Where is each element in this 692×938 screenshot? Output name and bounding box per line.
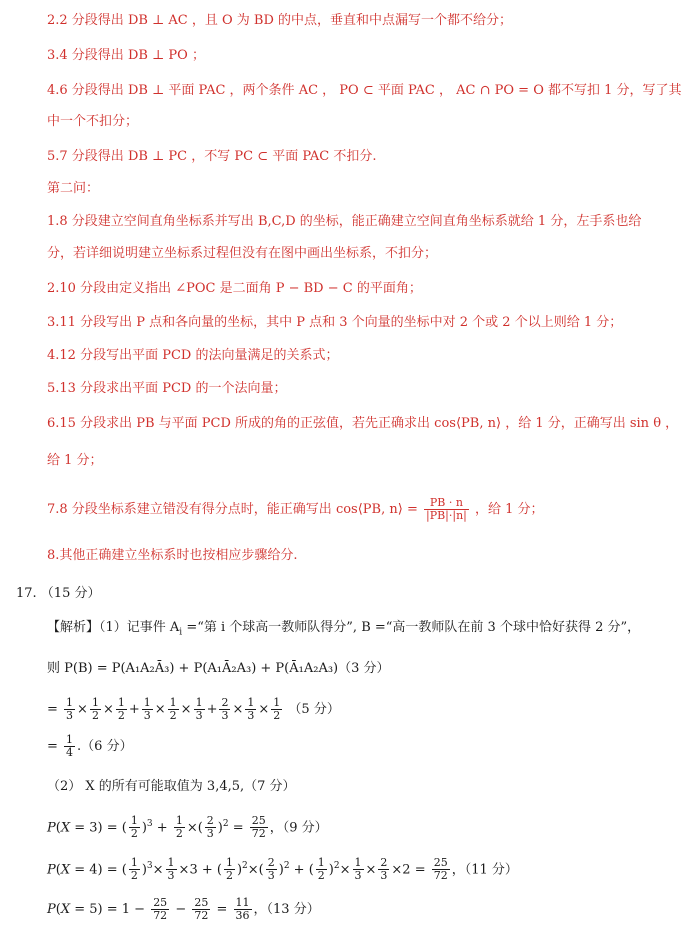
pb-line: 则 P(B) = P(A₁A₂Ā₃) + P(A₁Ā₂A₃) + P(Ā₁A₂A₃)（3 分）	[47, 661, 390, 676]
grading-line-5-7: 5.7 分段得出 DB ⊥ PC ，不写 PC ⊂ 平面 PAC 不扣分.	[47, 149, 377, 164]
jiexi-line	[47, 619, 640, 642]
numerator: PB · n	[424, 497, 469, 510]
jiexi-tail: =“第 i 个球高一教师队得分”, B =“高一教师队在前 3 个球中恰好获得 2 分”，	[182, 620, 641, 635]
grading-line-5-13: 5.13 分段求出平面 PCD 的一个法向量；	[47, 381, 287, 396]
grading-line-6-15b: 给 1 分；	[47, 453, 103, 468]
text: 7.8 分段坐标系建立错没有得分点时，能正确写出	[47, 502, 332, 517]
frac-sum-line: = $\frac{1}{3}$ × $\frac{1}{2}$ × $\frac{1}{2}$ + $\frac{1}{3}$ × $\frac{1}{2}$ × $\frac{1}{3}$ + $\frac{2}{3}$ × $\frac{1}{3}$ × $\frac{1}{2}$ （5 分）	[47, 696, 340, 722]
grading-line-1-8b: 分，若详细说明建立坐标系过程但没有在图中画出坐标系，不扣分；	[47, 246, 438, 261]
grading-line-3-11: 3.11 分段写出 P 点和各向量的坐标，其中 P 点和 3 个向量的坐标中对 2 个或 2 个以上则给 1 分；	[47, 315, 623, 330]
result-quarter-line: = $\frac{1}{4}$ .（6 分）	[47, 733, 133, 759]
text-tail: ，给 1 分，正确写出 sin θ ，	[505, 416, 679, 431]
math-fraction	[424, 497, 469, 522]
grading-line-4-12: 4.12 分段写出平面 PCD 的法向量满足的关系式；	[47, 348, 339, 363]
math-lhs: cos⟨PB, n⟩ =	[335, 502, 418, 517]
denominator: |PB|·|n|	[425, 509, 467, 522]
grading-line-6-15a	[47, 415, 678, 433]
grading-line-4-6a: 4.6 分段得出 DB ⊥ 平面 PAC ，两个条件 AC ， PO ⊂ 平面 PAC ， AC ∩ PO = O 都不写扣 1 分，写了其	[47, 83, 682, 98]
grading-line-2-2: 2.2 分段得出 DB ⊥ AC ，且 O 为 BD 的中点，垂直和中点漏写一个都不给分；	[47, 13, 513, 28]
grading-line-3-4: 3.4 分段得出 DB ⊥ PO ；	[47, 48, 205, 63]
grading-line-2-10: 2.10 分段由定义指出 ∠POC 是二面角 P − BD − C 的平面角；	[47, 281, 422, 296]
px4-line: P(X = 4) = ( $\frac{1}{2}$ )$^3$× $\frac{1}{3}$ ×3 + ( $\frac{1}{2}$ )$^2$×( $\frac{2}{3}$ )$^2$ + ( $\frac{1}{2}$ )$^2$× $\frac{1}{3}$ × $\frac{2}{3}$ ×2 = $\frac{25}{72}$ ，（11 分）	[47, 856, 518, 883]
section-heading: 第二问：	[47, 181, 100, 196]
problem-17-header: 17. （15 分）	[16, 586, 101, 601]
subscript: i	[179, 627, 183, 638]
grading-line-8: 8.其他正确建立坐标系时也按相应步骤给分.	[47, 548, 298, 563]
jiexi-text: 【解析】（1）记事件 A	[47, 620, 180, 635]
text: 6.15 分段求出 PB 与平面 PCD 所成的角的正弦值，若先正确求出	[47, 416, 431, 431]
px3-line: P(X = 3) = ( $\frac{1}{2}$ )$^3$ + $\frac{1}{2}$ ×( $\frac{2}{3}$ )$^2$ = $\frac{25}{72}$ ，（9 分）	[47, 814, 328, 841]
px5-line: P(X = 5) = 1 − $\frac{25}{72}$ − $\frac{25}{72}$ = $\frac{11}{36}$ ，（13 分）	[47, 896, 320, 922]
score-mark: ，（13 分）	[253, 902, 320, 917]
math-cos: cos⟨PB, n⟩	[434, 416, 502, 431]
grading-line-7-8	[47, 495, 544, 525]
text-tail: ，给 1 分；	[475, 502, 544, 517]
score-mark: .（6 分）	[77, 739, 133, 754]
grading-line-4-6b: 中一个不扣分；	[47, 114, 139, 129]
part2-line: （2） X 的所有可能取值为 3,4,5,（7 分）	[47, 779, 296, 794]
score-mark: ，（11 分）	[451, 862, 518, 878]
grading-line-1-8a: 1.8 分段建立空间直角坐标系并写出 B,C,D 的坐标，能正确建立空间直角坐标系就给 1 分，左手系也给	[47, 214, 642, 229]
score-mark: ，（9 分）	[269, 820, 328, 836]
score-mark: （5 分）	[288, 702, 340, 717]
